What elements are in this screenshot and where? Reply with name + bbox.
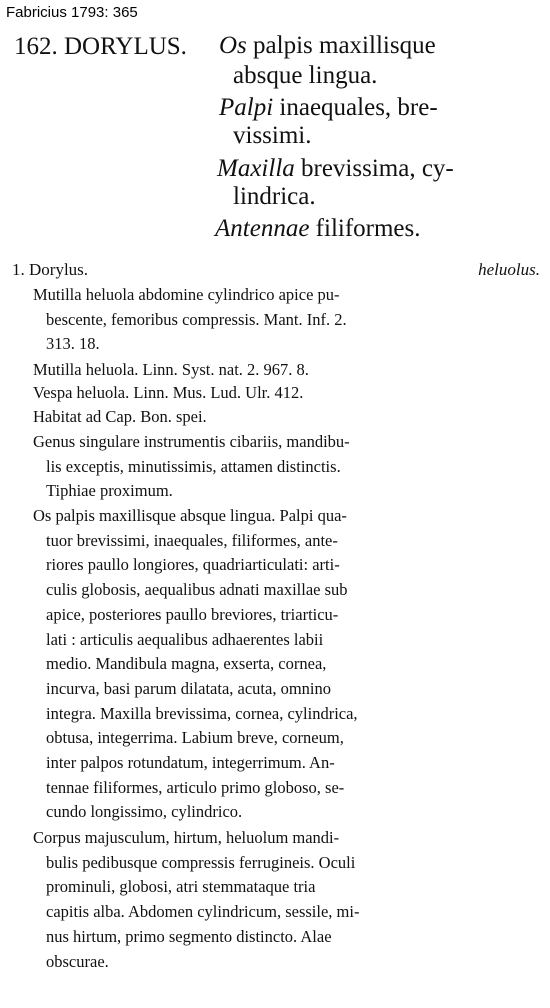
text-line: culis globosis, aequalibus adnati maxillae sub xyxy=(46,580,348,600)
genus-line: lindrica. xyxy=(233,183,316,210)
text-line: Mutilla heluola abdomine cylindrico apice pu- xyxy=(33,285,340,304)
text-line: 313. 18. xyxy=(46,334,100,354)
genus-line: vissimi. xyxy=(233,122,312,149)
text-line: cundo longissimo, cylindrico. xyxy=(46,802,243,822)
text-line: Corpus majusculum, hirtum, heluolum mandi- xyxy=(33,828,340,847)
text-line: tuor brevissimi, inaequales, filiformes, ante- xyxy=(46,530,338,550)
text-line: bulis pedibusque compressis ferrugineis. Oculi xyxy=(46,852,356,872)
text-line: prominuli, globosi, atri stemmataque tria xyxy=(46,877,316,897)
text-line: Genus singulare instrumentis cibariis, mandibu- xyxy=(33,432,350,451)
page-reference: Fabricius 1793: 365 xyxy=(6,4,138,21)
species-paragraph xyxy=(33,504,453,825)
species-paragraph xyxy=(33,430,453,504)
species-paragraph xyxy=(33,405,453,430)
text-line: capitis alba. Abdomen cylindricum, sessile, mi- xyxy=(46,902,360,922)
text-line: bescente, femoribus compressis. Mant. Inf. 2. xyxy=(46,309,347,329)
species-paragraph xyxy=(33,283,453,357)
text-line: apice, posteriores paullo breviores, triarticu- xyxy=(46,604,339,624)
genus-line: Antennae filiformes. xyxy=(215,215,421,242)
text-line: tennae filiformes, articulo primo globoso, se- xyxy=(46,777,345,797)
genus-line: Maxilla brevissima, cy- xyxy=(217,155,454,182)
text-line: Habitat ad Cap. Bon. spei. xyxy=(33,407,207,426)
species-number: 1. Dorylus. xyxy=(12,260,89,279)
text-line: incurva, basi parum dilatata, acuta, omnino xyxy=(46,678,331,698)
species-paragraph xyxy=(33,358,453,383)
text-line: Tiphiae proximum. xyxy=(46,481,173,501)
genus-line: absque lingua. xyxy=(233,62,378,89)
text-line: lati : articulis aequalibus adhaerentes labii xyxy=(46,629,324,649)
text-line: lis exceptis, minutissimis, attamen distinctis. xyxy=(46,456,341,476)
species-name: heluolus. xyxy=(478,260,540,279)
text-line: medio. Mandibula magna, exserta, cornea, xyxy=(46,654,327,674)
species-paragraph xyxy=(33,381,453,406)
genus-line: Os palpis maxillisque xyxy=(219,32,436,59)
text-line: inter palpos rotundatum, integerrimum. An- xyxy=(46,753,335,773)
text-line: Os palpis maxillisque absque lingua. Palpi qua- xyxy=(33,506,347,525)
genus-line: Palpi inaequales, bre- xyxy=(219,94,438,121)
text-line: obtusa, integerrima. Labium breve, corneum, xyxy=(46,728,344,748)
text-line: obscurae. xyxy=(46,951,109,971)
text-line: integra. Maxilla brevissima, cornea, cylindrica, xyxy=(46,703,358,723)
text-line: riores paullo longiores, quadriarticulati: arti- xyxy=(46,555,340,575)
text-line: Mutilla heluola. Linn. Syst. nat. 2. 967. 8. xyxy=(33,360,309,379)
text-line: Vespa heluola. Linn. Mus. Lud. Ulr. 412. xyxy=(33,383,304,402)
species-paragraph xyxy=(33,826,453,974)
genus-heading: 162. DORYLUS. xyxy=(14,33,187,60)
text-line: nus hirtum, primo segmento distincto. Alae xyxy=(46,926,332,946)
